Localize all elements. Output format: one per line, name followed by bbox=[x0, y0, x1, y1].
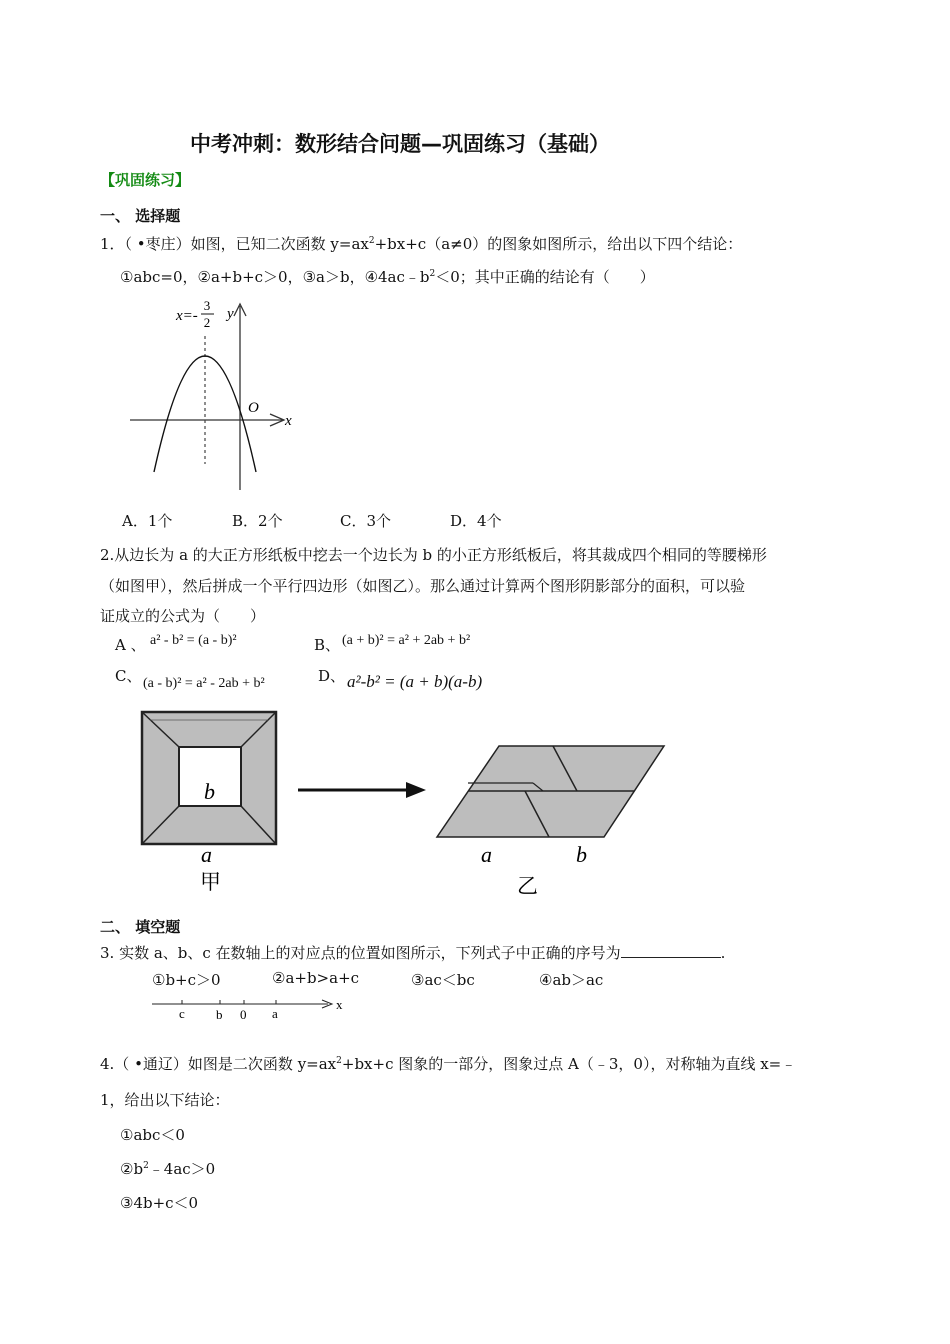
q2-option-c-formula[interactable]: (a - b)² = a² - 2ab + b² bbox=[143, 676, 265, 691]
q3-number-line bbox=[148, 994, 358, 1024]
label-b-inner: b bbox=[204, 779, 215, 804]
tick-0: 0 bbox=[240, 1007, 247, 1022]
q3-opt-4: ④ab＞ac bbox=[539, 971, 604, 989]
q2-option-c-label[interactable]: C、 bbox=[115, 667, 142, 685]
origin-label: O bbox=[248, 400, 259, 416]
section-heading-fill: 二、 填空题 bbox=[100, 918, 181, 936]
symmetry-axis-label: x=- bbox=[176, 308, 198, 324]
tick-c: c bbox=[179, 1006, 185, 1021]
label-b-right: b bbox=[576, 842, 587, 867]
q2-option-d-formula[interactable]: a²-b² = (a + b)(a-b) bbox=[347, 672, 483, 691]
q4-conclusion-2: $②b^2﹣4ac>0$ bbox=[120, 1160, 216, 1178]
q2-option-b-label[interactable]: B、 bbox=[314, 636, 341, 654]
q2-stem-line1: 2.从边长为 a 的大正方形纸板中挖去一个边长为 b 的小正方形纸板后，将其裁成四个相同的等腰梯形 bbox=[100, 546, 767, 564]
label-yi: 乙 bbox=[517, 874, 538, 898]
q1-option-b[interactable]: B．2个 bbox=[232, 512, 283, 530]
section-heading-choice: 一、 选择题 bbox=[100, 207, 181, 225]
section-tag: 【巩固练习】 bbox=[100, 171, 191, 189]
tick-x: x bbox=[336, 997, 343, 1012]
tick-b: b bbox=[216, 1007, 223, 1022]
q4-stem-line1: 4.（ •通辽）如图是二次函数 $y=ax^2+bx+c$ 图象的一部分，图象过点 A（﹣3，0），对称轴为直线 x=﹣ bbox=[100, 1055, 797, 1073]
q3-answer-blank[interactable] bbox=[621, 943, 721, 958]
q3-opt-3: ③ac＜bc bbox=[411, 971, 475, 989]
tick-a: a bbox=[272, 1006, 278, 1021]
q2-option-b-formula[interactable]: (a + b)² = a² + 2ab + b² bbox=[342, 633, 471, 648]
q4-stem-line2: 1，给出以下结论： bbox=[100, 1091, 230, 1109]
x-axis-label: x bbox=[285, 413, 292, 429]
label-a-left: a bbox=[201, 842, 212, 867]
page-title: 中考冲刺：数形结合问题—巩固练习（基础） bbox=[190, 132, 610, 156]
label-a-right: a bbox=[481, 842, 492, 867]
q1-stem: 1．（ •枣庄）如图，已知二次函数 $y=ax^2+bx+c(a\ne 0)$的图象如图所示，给出以下四个结论： bbox=[100, 235, 743, 253]
arrow-head bbox=[406, 782, 426, 798]
y-axis-label: y bbox=[227, 306, 234, 322]
q2-option-a-label[interactable]: A 、 bbox=[115, 636, 146, 654]
label-jia: 甲 bbox=[200, 870, 221, 894]
q1-option-d[interactable]: D．4个 bbox=[450, 512, 502, 530]
q2-option-d-label[interactable]: D、 bbox=[318, 667, 346, 685]
q2-figures bbox=[138, 706, 672, 898]
q2-stem-line3: 证成立的公式为（ ） bbox=[100, 607, 266, 625]
q1-option-c[interactable]: C．3个 bbox=[340, 512, 392, 530]
q2-option-a-formula[interactable]: a² - b² = (a - b)² bbox=[150, 633, 237, 648]
q3-opt-1: ①b+c＞0 bbox=[152, 971, 221, 989]
q1-option-a[interactable]: A．1个 bbox=[122, 512, 173, 530]
q4-conclusion-1: ①abc＜0 bbox=[120, 1126, 185, 1144]
q2-stem-line2: （如图甲），然后拼成一个平行四边形（如图乙）。那么通过计算两个图形阴影部分的面积，可以验 bbox=[100, 577, 746, 595]
frac-denominator: 2 bbox=[203, 315, 211, 330]
q3-stem: 3. 实数 a、b、c 在数轴上的对应点的位置如图所示，下列式子中正确的序号为 . bbox=[100, 944, 726, 962]
q1-parabola-graph bbox=[128, 296, 298, 494]
q3-opt-2: ②a+b>a+c bbox=[272, 969, 360, 987]
q4-conclusion-3: ③4b+c＜0 bbox=[120, 1194, 199, 1212]
frac-numerator: 3 bbox=[203, 298, 211, 313]
q1-conclusions: ①abc=0，②a+b+c＞0，③a＞b，$④4ac﹣b^2<0$；其中正确的结论有（ ） bbox=[120, 268, 655, 286]
